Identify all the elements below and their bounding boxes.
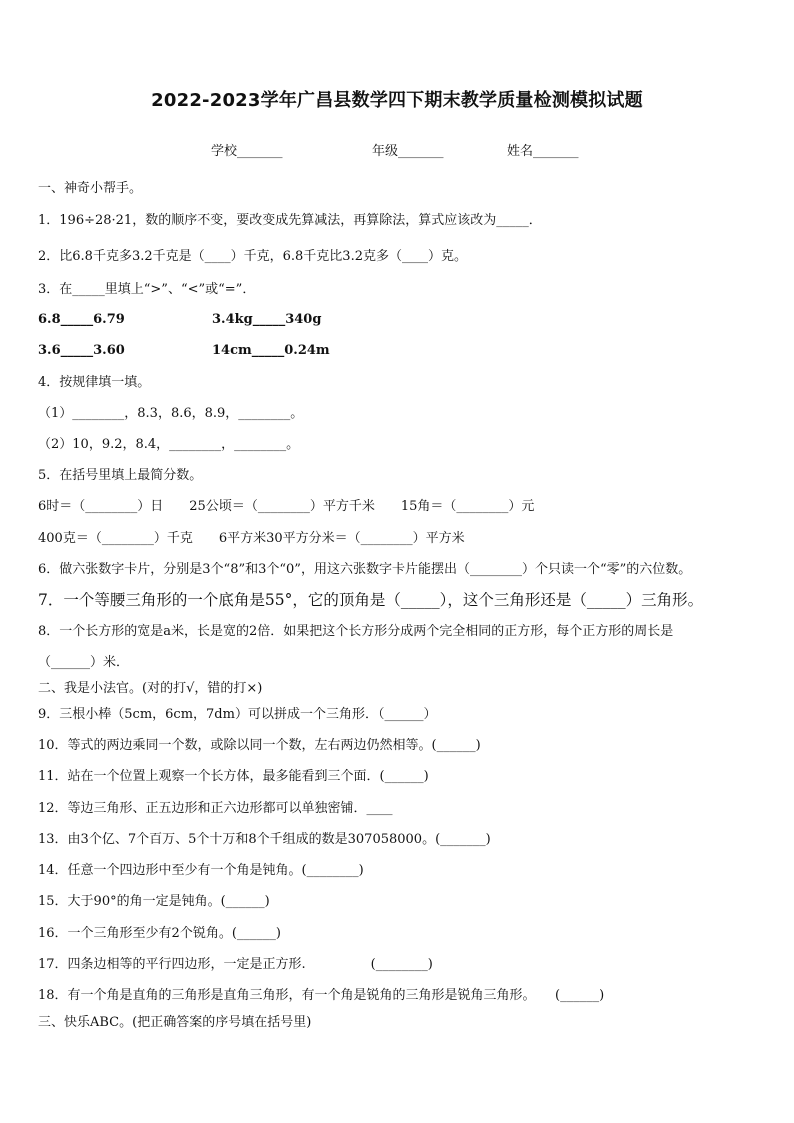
question-3-item-a: 6.8_____6.79 <box>38 312 125 327</box>
question-8: 8．一个长方形的宽是a米，长是宽的2倍．如果把这个长方形分成两个完全相同的正方形，每个正方形的周长是 <box>38 624 674 639</box>
question-5-row-2: 400克＝（________）千克 6平方米30平方分米＝（________）平方米 <box>38 531 465 546</box>
question-3-item-c: 3.6_____3.60 <box>38 343 125 358</box>
section-2-heading: 二、我是小法官。(对的打√，错的打×) <box>38 681 263 696</box>
question-17: 17．四条边相等的平行四边形，一定是正方形. (________) <box>38 957 433 972</box>
question-11: 11．站在一个位置上观察一个长方体，最多能看到三个面．(______) <box>38 769 429 784</box>
question-18: 18．有一个角是直角的三角形是直角三角形，有一个角是锐角的三角形是锐角三角形。 (______) <box>38 988 605 1003</box>
section-1-heading: 一、神奇小帮手。 <box>38 181 143 196</box>
question-9: 9．三根小棒（5cm，6cm，7dm）可以拼成一个三角形．（______） <box>38 707 437 722</box>
question-12: 12．等边三角形、正五边形和正六边形都可以单独密铺．____ <box>38 801 393 816</box>
question-10: 10．等式的两边乘同一个数，或除以同一个数，左右两边仍然相等。(______) <box>38 738 481 753</box>
question-8-continued: （______）米． <box>38 655 130 670</box>
question-16: 16．一个三角形至少有2个锐角。(______) <box>38 926 281 941</box>
question-4-part-2: （2）10，9.2，8.4，________，________。 <box>38 437 300 452</box>
grade-field: 年级_______ <box>372 144 444 159</box>
question-4: 4．按规律填一填。 <box>38 375 151 390</box>
question-14: 14．任意一个四边形中至少有一个角是钝角。(________) <box>38 863 364 878</box>
question-5-row-1: 6时＝（________）日 25公顷＝（________）平方千米 15角＝（________）元 <box>38 499 535 514</box>
question-15: 15．大于90°的角一定是钝角。(______) <box>38 894 270 909</box>
name-field: 姓名_______ <box>507 144 579 159</box>
question-4-part-1: （1）________，8.3，8.6，8.9，________。 <box>38 406 304 421</box>
question-5: 5．在括号里填上最简分数。 <box>38 468 203 483</box>
question-13: 13．由3个亿、7个百万、5个十万和8个千组成的数是307058000。(_______) <box>38 832 491 847</box>
question-6: 6．做六张数字卡片，分别是3个“8”和3个“0”，用这六张数字卡片能摆出（________）个只读一个“零”的六位数。 <box>38 562 692 577</box>
question-2: 2．比6.8千克多3.2千克是（____）千克，6.8千克比3.2克多（____）克。 <box>38 249 467 264</box>
exam-title: 2022-2023学年广昌县数学四下期末教学质量检测模拟试题 <box>151 90 643 111</box>
question-7: 7．一个等腰三角形的一个底角是55°，它的顶角是（_____），这个三角形还是（_____）三角形。 <box>38 591 704 609</box>
section-3-heading: 三、快乐ABC。(把正确答案的序号填在括号里) <box>38 1015 312 1030</box>
question-3: 3．在_____里填上“>”、“<”或“=”． <box>38 282 256 297</box>
question-1: 1．196÷28·21，数的顺序不变，要改变成先算减法，再算除法，算式应该改为_____． <box>38 213 542 228</box>
school-field: 学校_______ <box>211 144 283 159</box>
question-3-item-d: 14cm_____0.24m <box>212 343 330 358</box>
question-3-item-b: 3.4kg_____340g <box>212 312 322 327</box>
